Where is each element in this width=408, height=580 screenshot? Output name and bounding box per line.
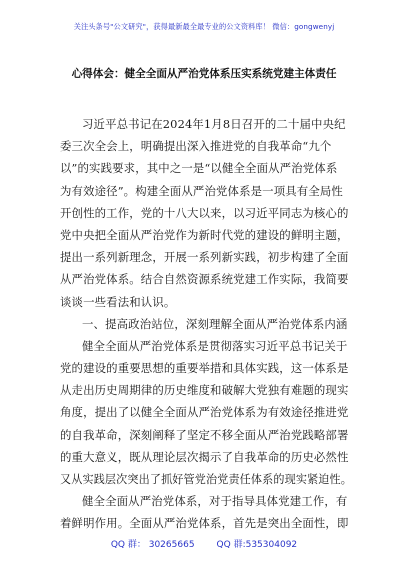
body-line: 角度，提出了以健全全面从严治党体系为有效途径推进党 [60,405,349,420]
body-line: 的自我革命，深刻阐释了坚定不移全面从严治党践略部署 [60,427,349,442]
body-line: 健全全面从严治党体系是贯彻落实习近平总书记关于 [82,338,348,353]
body-line: 的重大意义，既从理论层次揭示了自我革命的历史必然性 [60,449,349,464]
body-line: 以”的实践要求，其中之一是“以健全全面从严治党体系 [60,161,338,176]
body-line: 谈谈一些看法和认识。 [60,294,176,309]
body-line: 习近平总书记在2024年1月8日召开的二十届中央纪 [82,117,346,131]
body-line: 开创性的工作，党的十八大以来，以习近平同志为核心的 [60,205,349,220]
body-line: 从严治党体系。结合自然资源系统党建工作实际，我简要 [60,272,349,287]
body-line: 健全全面从严治党体系，对于指导具体党建工作，有 [82,494,348,509]
body-line: 着鲜明作用。全面从严治党体系，首先是突出全面性，即 [60,516,349,531]
body-line: 为有效途径”。构建全面从严治党体系是一项具有全局性 [60,183,343,198]
body-line: 委三次全会上，明确提出深入推进党的自我革命“九个 [60,139,332,154]
body-line: 又从实践层次突出了抓好管党治党责任体系的现实紧迫性。 [60,472,352,486]
document-title: 心得体会：健全全面从严治党体系压实系统党建主体责任 [71,68,337,80]
body-line: 提出一系列新理念，开展一系列新实践，初步构建了全面 [60,250,349,265]
body-line: 党的建设的重要思想的重要举措和具体实践，这一体系是 [60,361,349,376]
footer-qq-group-2: QQ 群:535304092 [216,540,298,550]
body-line: 从走出历史周期律的历史维度和破解大党独有难题的现实 [60,383,349,398]
body-line: 党中央把全面从严治党作为新时代党的建设的鲜明主题， [60,227,349,242]
top-banner: 关注头条号"公文研究"，获得最新最全最专业的公文资料库！ 微信：gongwenyj [73,22,335,31]
document-body [60,113,352,535]
section-heading: 一、提高政治站位，深刻理解全面从严治党体系内涵 [82,316,348,331]
footer [0,537,408,550]
footer-qq-group-1: QQ 群： 30265665 [110,540,195,550]
